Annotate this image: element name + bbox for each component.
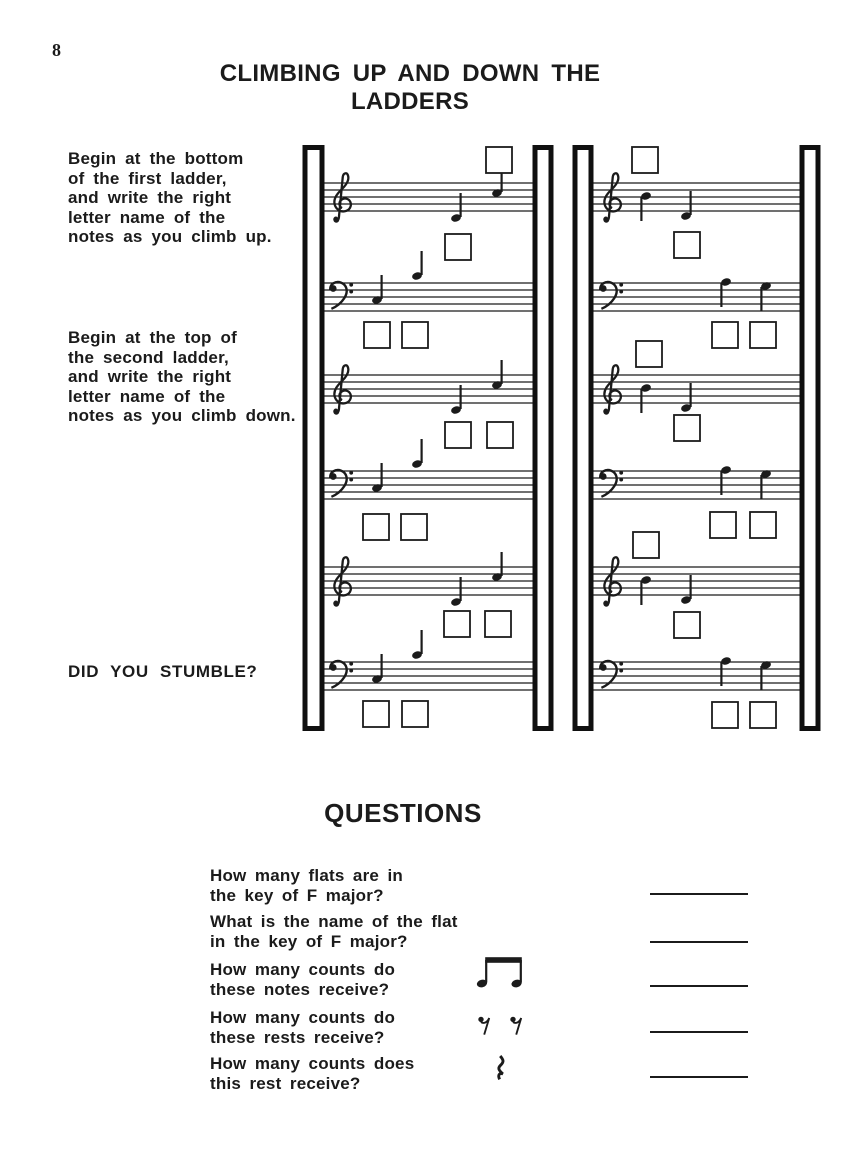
answer-box[interactable] (363, 701, 389, 727)
answer-box[interactable] (402, 701, 428, 727)
eighth-rest-icon (510, 1017, 521, 1035)
answer-box[interactable] (674, 415, 700, 441)
answer-blank-3[interactable] (650, 985, 748, 987)
treble-clef-icon (603, 365, 620, 414)
instruction-line: letter name of the (68, 386, 226, 406)
page-title: CLIMBING UP AND DOWN THE LADDERS (219, 60, 601, 115)
quarter-note-icon (720, 277, 732, 307)
quarter-note-icon (640, 383, 652, 413)
instruction-line: and write the right (68, 188, 232, 207)
instruction-second-ladder (68, 328, 318, 426)
question-4 (210, 1008, 480, 1048)
question-line: How many counts do (210, 960, 396, 979)
answer-box[interactable] (632, 147, 658, 173)
quarter-note-icon (760, 469, 772, 499)
first-ladder-figure (300, 142, 556, 736)
answer-box[interactable] (445, 234, 471, 260)
page-number: 8 (52, 40, 61, 60)
answer-box[interactable] (633, 532, 659, 558)
quarter-note-icon (680, 575, 692, 605)
quarter-note-icon (680, 191, 692, 221)
ladder-rail (575, 148, 591, 729)
treble-clef-icon (333, 557, 350, 606)
question-line: How many counts does (210, 1054, 415, 1073)
answer-box[interactable] (674, 232, 700, 258)
question-5 (210, 1054, 480, 1094)
answer-box[interactable] (364, 322, 390, 348)
question-2 (210, 912, 480, 952)
answer-box[interactable] (486, 147, 512, 173)
quarter-note-icon (760, 660, 772, 690)
quarter-note-icon (640, 191, 652, 221)
instruction-line: letter name of the (68, 207, 226, 227)
instruction-first-ladder (68, 149, 318, 247)
instruction-line: notes as you climb up. (68, 227, 272, 246)
quarter-note-icon (720, 465, 732, 495)
bass-clef-icon (600, 282, 623, 309)
quarter-note-icon (411, 439, 423, 469)
answer-box[interactable] (401, 514, 427, 540)
answer-blank-4[interactable] (650, 1031, 748, 1033)
ladder-rail (535, 148, 551, 729)
answer-box[interactable] (674, 612, 700, 638)
question-line: How many flats are in (210, 866, 403, 885)
instruction-line: Begin at the bottom (68, 149, 244, 168)
eighth-rests-icon (478, 1015, 526, 1037)
answer-box[interactable] (402, 322, 428, 348)
quarter-rest-icon (495, 1055, 509, 1083)
answer-box[interactable] (750, 322, 776, 348)
question-line: this rest receive? (210, 1074, 361, 1093)
question-3 (210, 960, 480, 1000)
treble-clef-icon (333, 173, 350, 222)
answer-box[interactable] (750, 512, 776, 538)
bass-clef-icon (600, 470, 623, 497)
answer-box[interactable] (636, 341, 662, 367)
answer-blank-5[interactable] (650, 1076, 748, 1078)
answer-blank-2[interactable] (650, 941, 748, 943)
question-line: the key of F major? (210, 886, 384, 905)
instruction-line: the second ladder, (68, 347, 229, 367)
instruction-line: notes as you climb down. (68, 406, 296, 425)
answer-box[interactable] (485, 611, 511, 637)
stumble-question: DID YOU STUMBLE? (68, 662, 258, 681)
bass-clef-icon (600, 661, 623, 688)
question-line: these notes receive? (210, 980, 390, 999)
question-line: How many counts do (210, 1008, 396, 1027)
quarter-note-icon (411, 630, 423, 660)
treble-clef-icon (603, 173, 620, 222)
instruction-line: and write the right (68, 367, 232, 386)
quarter-note-icon (680, 383, 692, 413)
answer-box[interactable] (750, 702, 776, 728)
beamed-eighth-notes-icon (474, 954, 530, 990)
quarter-note-icon (640, 575, 652, 605)
answer-box[interactable] (445, 422, 471, 448)
quarter-note-icon (411, 251, 423, 281)
answer-box[interactable] (444, 611, 470, 637)
question-line: in the key of F major? (210, 932, 408, 951)
question-1 (210, 866, 480, 906)
bass-clef-icon (330, 470, 353, 497)
questions-heading: QUESTIONS (324, 798, 482, 828)
answer-blank-1[interactable] (650, 893, 748, 895)
ladder-rail (305, 148, 322, 729)
eighth-rest-icon (478, 1017, 489, 1035)
treble-clef-icon (333, 365, 350, 414)
answer-box[interactable] (710, 512, 736, 538)
instruction-line: of the first ladder, (68, 168, 227, 188)
question-line: What is the name of the flat (210, 912, 458, 931)
bass-clef-icon (330, 282, 353, 309)
second-ladder-figure (570, 142, 826, 736)
ladder-rail (802, 148, 818, 729)
answer-box[interactable] (712, 322, 738, 348)
answer-box[interactable] (712, 702, 738, 728)
quarter-note-icon (760, 281, 772, 311)
question-line: these rests receive? (210, 1028, 385, 1047)
quarter-note-icon (720, 656, 732, 686)
answer-box[interactable] (487, 422, 513, 448)
bass-clef-icon (330, 661, 353, 688)
treble-clef-icon (603, 557, 620, 606)
answer-box[interactable] (363, 514, 389, 540)
instruction-line: Begin at the top of (68, 328, 238, 347)
